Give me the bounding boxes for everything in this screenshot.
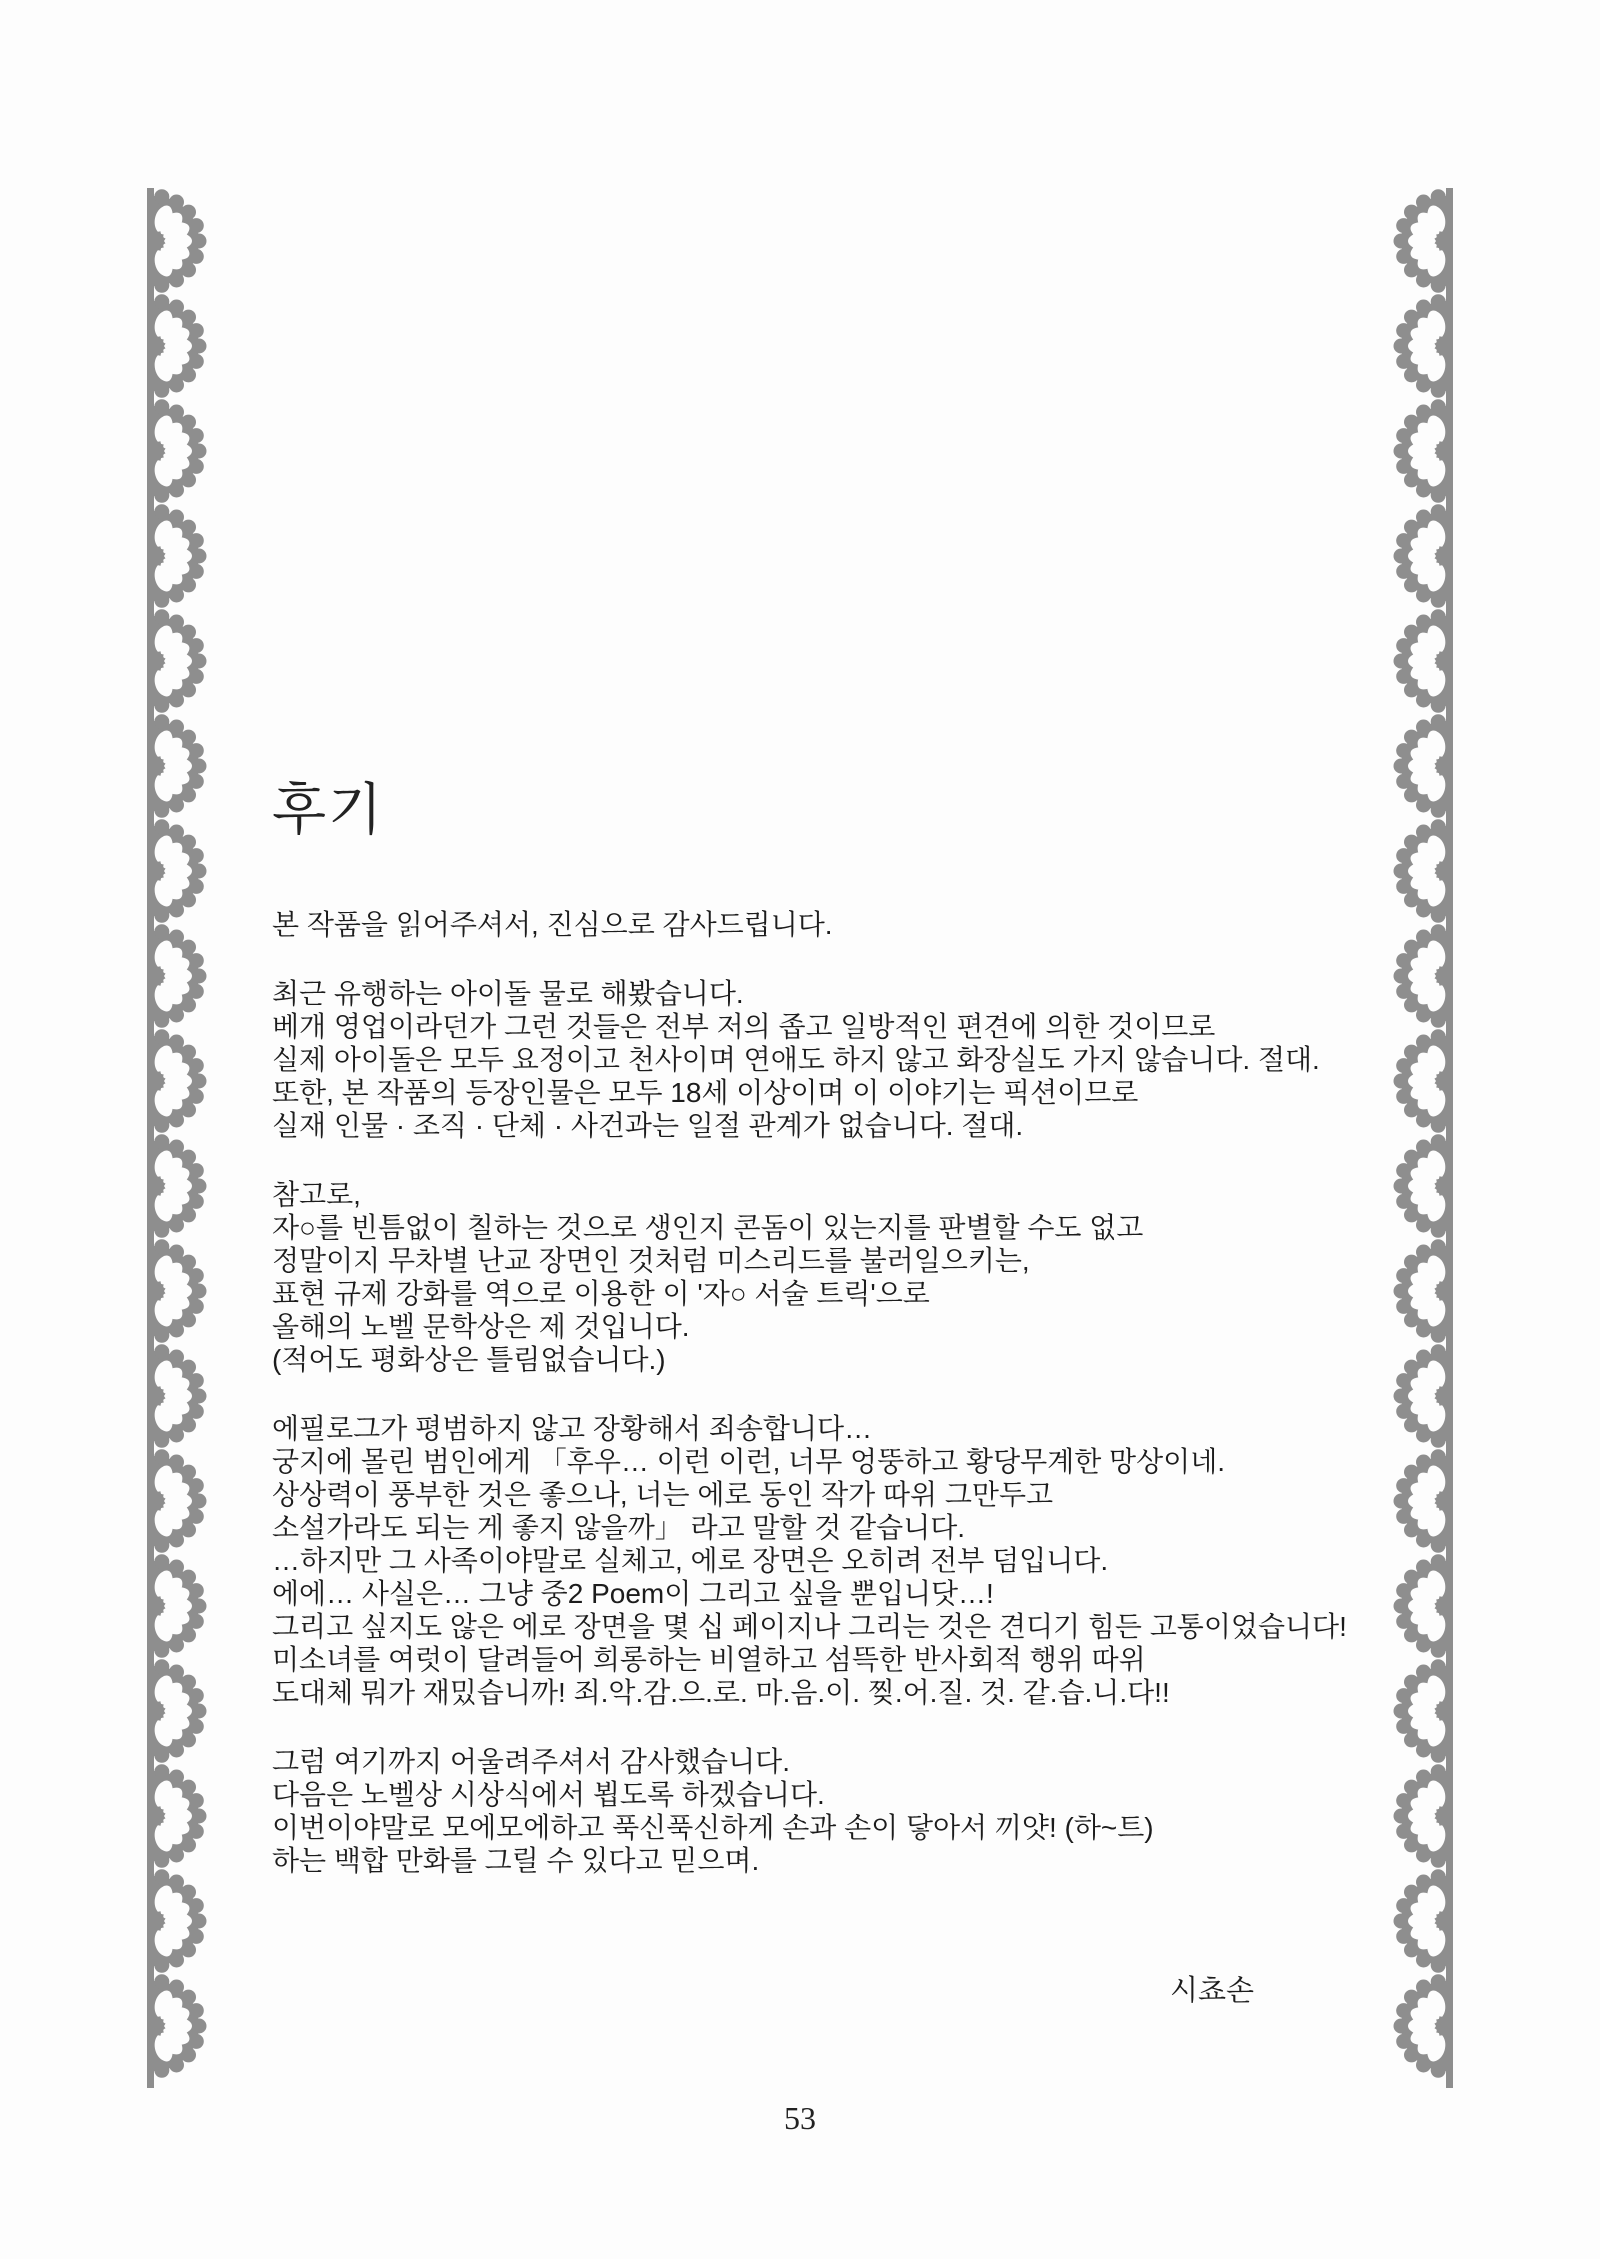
text-line: (적어도 평화상은 틀림없습니다.) <box>272 1344 666 1375</box>
text-line: 정말이지 무차별 난교 장면인 것처럼 미스리드를 불러일으키는, <box>272 1245 1030 1276</box>
text-line: 자○를 빈틈없이 칠하는 것으로 생인지 콘돔이 있는지를 판별할 수도 없고 <box>272 1212 1144 1243</box>
page-title: 후기 <box>272 778 385 841</box>
text-line: 최근 유행하는 아이돌 물로 해봤습니다. <box>272 978 744 1009</box>
text-line: 그리고 싶지도 않은 에로 장면을 몇 십 페이지나 그리는 것은 견디기 힘든 고통이었습니다! <box>272 1611 1347 1642</box>
text-line: 상상력이 풍부한 것은 좋으나, 너는 에로 동인 작가 따위 그만두고 <box>272 1479 1054 1510</box>
paragraph-thanks <box>272 908 1522 941</box>
text-line: 또한, 본 작품의 등장인물은 모두 18세 이상이며 이 이야기는 픽션이므로 <box>272 1077 1139 1108</box>
text-line: …하지만 그 사족이야말로 실체고, 에로 장면은 오히려 전부 덤입니다. <box>272 1545 1109 1576</box>
text-line: 에필로그가 평범하지 않고 장황해서 죄송합니다… <box>272 1413 873 1444</box>
text-line: 올해의 노벨 문학상은 제 것입니다. <box>272 1311 690 1342</box>
text-line: 참고로, <box>272 1179 361 1210</box>
text-line: 실재 인물 · 조직 · 단체 · 사건과는 일절 관계가 없습니다. 절대. <box>272 1110 1024 1141</box>
paragraph-farewell <box>272 1745 1522 1877</box>
text-line: 도대체 뭐가 재밌습니까! 죄.악.감.으.로. 마.음.이. 찢.어.질. 것. 같.습.니.다!! <box>272 1677 1170 1708</box>
paragraph-epilogue <box>272 1412 1522 1709</box>
text-line: 미소녀를 여럿이 달려들어 희롱하는 비열하고 섬뜩한 반사회적 행위 따위 <box>272 1644 1146 1675</box>
text-line: 에에… 사실은… 그냥 중2 Poem이 그리고 싶을 뿐입니닷…! <box>272 1578 994 1609</box>
lace-border-left-icon <box>147 188 215 2088</box>
text-line: 실제 아이돌은 모두 요정이고 천사이며 연애도 하지 않고 화장실도 가지 않습니다. 절대. <box>272 1044 1320 1075</box>
text-line: 궁지에 몰린 범인에게 「후우… 이런 이런, 너무 엉뚱하고 황당무계한 망상이네. <box>272 1446 1226 1477</box>
text-line: 하는 백합 만화를 그릴 수 있다고 믿으며. <box>272 1845 760 1876</box>
text-line: 소설가라도 되는 게 좋지 않을까」 라고 말할 것 같습니다. <box>272 1512 966 1543</box>
text-line: 이번이야말로 모에모에하고 푹신푹신하게 손과 손이 닿아서 끼얏! (하~트) <box>272 1812 1154 1843</box>
text-line: 베개 영업이라던가 그런 것들은 전부 저의 좁고 일방적인 편견에 의한 것이므로 <box>272 1011 1216 1042</box>
text-line: 표현 규제 강화를 역으로 이용한 이 '자○ 서술 트릭'으로 <box>272 1278 930 1309</box>
afterword-content <box>272 778 1522 1877</box>
paragraph-note <box>272 1178 1522 1376</box>
author-signature: 시쵸손 <box>1170 1975 1255 2007</box>
paragraph-idol-disclaimer <box>272 977 1522 1142</box>
text-line: 본 작품을 읽어주셔서, 진심으로 감사드립니다. <box>272 909 833 940</box>
text-line: 다음은 노벨상 시상식에서 뵙도록 하겠습니다. <box>272 1779 825 1810</box>
text-line: 그럼 여기까지 어울려주셔서 감사했습니다. <box>272 1746 790 1777</box>
page-number: 53 <box>784 2100 816 2136</box>
